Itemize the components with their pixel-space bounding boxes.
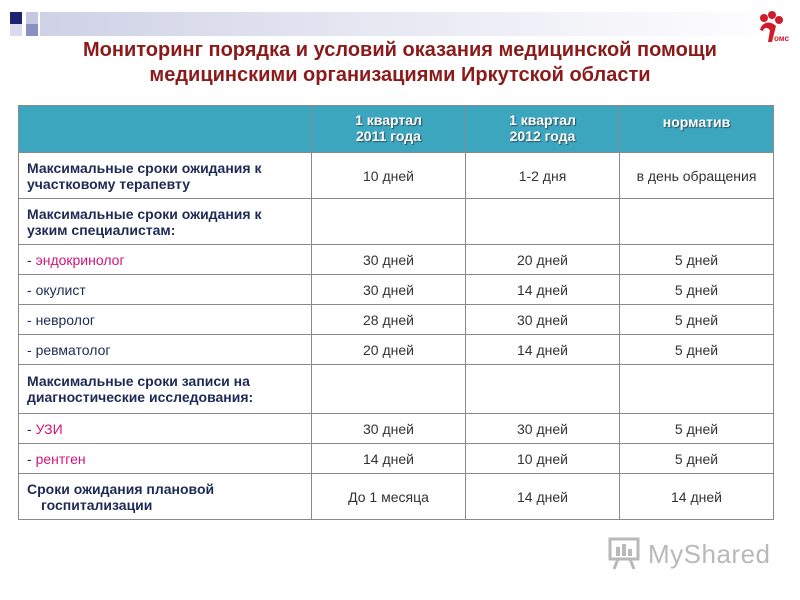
cell-value: 20 дней [312,335,466,365]
cell-value: 5 дней [620,444,774,474]
watermark-text: MyShared [648,539,771,569]
cell-value [466,199,620,245]
table-header-row [19,106,774,153]
cell-value: До 1 месяца [312,474,466,520]
row-label: Максимальные сроки ожидания к участковому терапевту [19,153,312,199]
decor-square-dark [10,12,22,24]
row-label: - эндокринолог [19,245,312,275]
column-header-2011: 1 квартал 2011 года [312,106,466,153]
cell-value: 5 дней [620,335,774,365]
cell-value: 5 дней [620,305,774,335]
cell-value: 14 дней [466,275,620,305]
cell-value: 28 дней [312,305,466,335]
table-row [19,365,774,414]
table-row [19,245,774,275]
table-row [19,474,774,520]
cell-value: 5 дней [620,245,774,275]
cell-value: 30 дней [312,245,466,275]
cell-value: 14 дней [312,444,466,474]
cell-value: 30 дней [312,275,466,305]
column-header-norm: норматив [620,106,774,153]
header-corner-cell [19,106,312,153]
myshared-watermark [608,535,778,571]
cell-value [620,199,774,245]
row-label: Максимальные сроки записи на диагностические исследования: [19,365,312,414]
table-row [19,414,774,444]
cell-value: 10 дней [466,444,620,474]
cell-value [312,199,466,245]
cell-value: 5 дней [620,275,774,305]
cell-value: 10 дней [312,153,466,199]
cell-value: 14 дней [466,474,620,520]
page-title [40,38,760,88]
header-band [40,12,790,36]
decor-square-mid [26,24,38,36]
cell-value: в день обращения [620,153,774,199]
row-label: - окулист [19,275,312,305]
cell-value [312,365,466,414]
cell-value: 30 дней [466,414,620,444]
table-row [19,153,774,199]
cell-value [620,365,774,414]
cell-value: 14 дней [620,474,774,520]
cell-value: 20 дней [466,245,620,275]
row-label: Максимальные сроки ожидания к узким специалистам: [19,199,312,245]
decor-square-light [26,12,38,24]
table-row [19,444,774,474]
cell-value: 1-2 дня [466,153,620,199]
row-label: - ревматолог [19,335,312,365]
column-header-2012: 1 квартал 2012 года [466,106,620,153]
table-row [19,275,774,305]
row-label: Сроки ожидания плановой госпитализации [19,474,312,520]
cell-value: 30 дней [312,414,466,444]
cell-value: 14 дней [466,335,620,365]
table-row [19,199,774,245]
presentation-icon [608,535,642,571]
monitoring-table [18,105,774,520]
cell-value [466,365,620,414]
table-row [19,335,774,365]
cell-value: 5 дней [620,414,774,444]
cell-value: 30 дней [466,305,620,335]
row-label: - невролог [19,305,312,335]
table-row [19,305,774,335]
row-label: - рентген [19,444,312,474]
row-label: - УЗИ [19,414,312,444]
title-line-2: медицинскими организациями Иркутской области [149,64,651,86]
title-line-1: Мониторинг порядка и условий оказания медицинской помощи [83,39,717,61]
svg-text:омс: омс [774,34,790,43]
decor-square-light [10,24,22,36]
